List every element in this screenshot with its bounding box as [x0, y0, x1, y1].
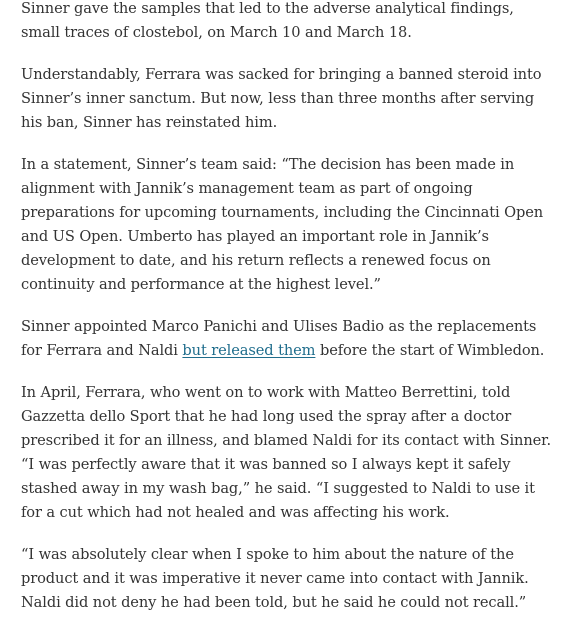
paragraph-ferrara-reinstated: Understandably, Ferrara was sacked for bringing a banned steroid into Sinner’s inner sanctum. But now, less than three months after serving his ban, Sinner has reinstated him. [21, 66, 542, 131]
paragraph-team-statement: In a statement, Sinner’s team said: “The decision has been made in alignment with Jannik’s management team as part of ongoing preparations for upcoming tournaments, including the Cincinnati Open and US Open. Umberto has played an important role in Jannik’s development to date, and his return reflects a renewed focus on continuity and performance at the highest level.” [21, 156, 544, 293]
replacements-text-before: Sinner appointed Marco Panichi and Ulises Badio as the replacements for Ferrara and Naldi [21, 318, 537, 359]
paragraph-sample-dates: Sinner gave the samples that led to the adverse analytical findings, small traces of clostebol, on March 10 and March 18. [21, 0, 514, 41]
paragraph-replacements [21, 315, 556, 363]
paragraph-ferrara-quote: “I was absolutely clear when I spoke to him about the nature of the product and it was imperative it never came into contact with Jannik. Naldi did not deny he had been told, but he said he could not recall.” [21, 546, 529, 611]
released-them-link[interactable]: but released them [182, 342, 316, 359]
article-body [21, 0, 556, 633]
paragraph-ferrara-interview: In April, Ferrara, who went on to work with Matteo Berrettini, told Gazzetta dello Sport that he had long used the spray after a doctor prescribed it for an illness, and blamed Naldi for its contact with Sinner. “I was perfectly aware that it was banned so I always kept it safely stashed away in my wash bag,” he said. “I suggested to Naldi to use it for a cut which had not healed and was affecting his work. [21, 384, 551, 521]
replacements-text-after: before the start of Wimbledon. [315, 342, 545, 359]
